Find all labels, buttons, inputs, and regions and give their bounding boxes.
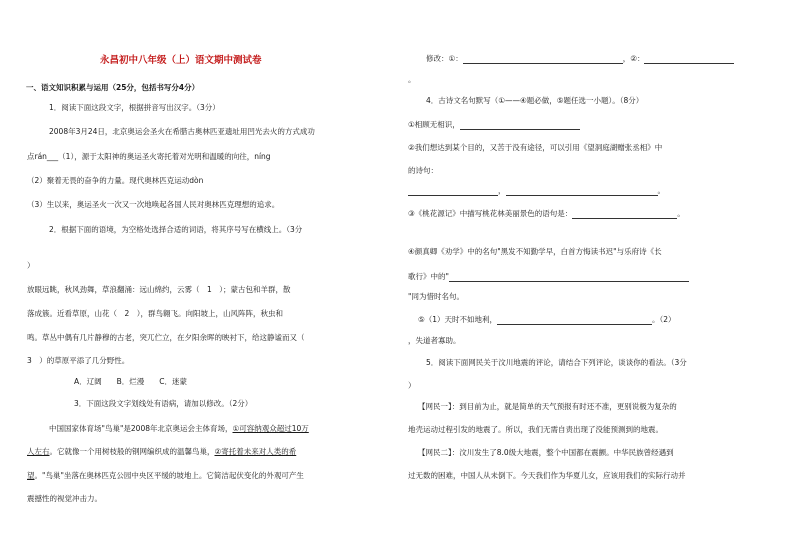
q2-options: A．辽阔 B．烂漫 C．迷蒙 [74, 377, 188, 386]
q4-item-4-blank[interactable] [449, 273, 689, 282]
q3-answer-blank-1[interactable] [463, 55, 623, 64]
q4-item-4: ④颜真卿《劝学》中的名句"黑发不知勤学早，白首方悔读书迟"与乐府诗《长 [408, 247, 662, 256]
q3-underlined-1: ①可容纳观众超过10万 [232, 424, 309, 433]
q2-stem: 2．根据下面的语境，为空格处选择合适的词语，将其序号写在横线上。（3分 [49, 225, 303, 234]
q3-underlined-2-end: 望 [27, 471, 35, 480]
q1-para-line-4: （3）生以来，奥运圣火一次又一次地唤起各国人民对奥林匹克理想的追求。 [27, 200, 280, 209]
q4-item-1 [408, 120, 580, 130]
q1-stem: 1．阅读下面这段文字，根据拼音写出汉字。（3分） [49, 103, 220, 112]
q4-item-2-cont: 的诗句： [408, 166, 438, 175]
q1-para-line-1: 2008年3月24日，北京奥运会圣火在希腊古奥林匹亚遗址用凹光去火的方式成功 [49, 127, 315, 136]
q3-underlined-2: ②寄托着未来对人类的希 [214, 447, 297, 456]
q3-answer-label: 修改：①： [426, 54, 463, 63]
q4-item-1-blank[interactable] [460, 121, 580, 130]
q3-text: 中国国家体育场"鸟巢"是2008年北京奥运会主体育场， [49, 424, 233, 433]
q1-para-line-2: 点rán___（1），源于太阳神的奥运圣火寄托着对光明和温暖的向往，níng [27, 152, 271, 161]
q5-netizen-2-line-1: 【网民二】：汶川发生了8.0级大地震，整个中国都在震颤。中华民族曾经遇到 [418, 448, 674, 457]
q4-item-2-answer [408, 186, 665, 196]
q4-item-4-cont [408, 272, 689, 282]
section-1-heading: 一、语文知识积累与运用（25分，包括书写分4分） [26, 83, 200, 92]
q4-item-2-comma: ， [498, 186, 506, 195]
q3-answer-sep: ，②： [622, 54, 645, 63]
q4-item-2-blank-1[interactable] [408, 187, 498, 196]
q4-item-2-blank-2[interactable] [506, 187, 658, 196]
q3-para-line-1 [49, 424, 309, 434]
q2-stem-close: ） [27, 261, 35, 270]
q3-underlined-1-end: 人左右 [27, 447, 50, 456]
q5-netizen-1-line-2: 地壳运动过程引发的地震了。所以，我们无需自责出现了没能预测到的地震。 [408, 425, 663, 434]
q4-item-5 [418, 315, 676, 325]
q4-item-4-text: 歌行》中的" [408, 272, 449, 281]
q2-para-line-1: 放眼远眺，秋风劲舞，草浪翻涌：远山绵约，云雾（ 1 ）；蒙古包和羊群，散 [27, 285, 291, 294]
q2-para-line-2: 落成簇。近看草原，山花（ 2 ），群鸟翱飞。向阳坡上，山风阵阵，秋虫和 [27, 309, 284, 318]
q4-item-5-tail: ，失道者寡助。 [408, 336, 461, 345]
q4-item-3 [408, 209, 685, 219]
q1-para-line-3: （2）聚着无畏的奋争的力量。现代奥林匹克运动dòn [27, 176, 204, 185]
q4-item-2-period: 。 [657, 186, 665, 195]
q3-answer-line [426, 54, 734, 64]
q2-para-line-4: 3 ）的草原平添了几分野性。 [27, 356, 130, 365]
q3-para-line-2 [27, 447, 296, 457]
q3-text: 。它就像一个用树枝般的钢网编织成的温馨鸟巢， [49, 447, 215, 456]
q5-stem-close: ） [408, 381, 416, 390]
q3-answer-blank-2[interactable] [644, 55, 734, 64]
q4-item-5-sep: 。（2） [652, 315, 676, 324]
q4-item-5-text: ⑤（1）天时不如地利， [418, 315, 497, 324]
q3-answer-end: 。 [408, 75, 416, 84]
q4-item-3-text: ③《桃花源记》中描写桃花林美丽景色的语句是： [408, 209, 573, 218]
q3-para-line-3 [27, 471, 304, 481]
q5-stem: 5．阅读下面网民关于汶川地震的评论，请结合下列评论，谈谈你的看法。（3分 [426, 358, 687, 367]
exam-title: 永昌初中八年级（上）语文期中测试卷 [100, 55, 262, 66]
q3-stem: 3．下面这段文字划线处有语病，请加以修改。（2分） [74, 399, 253, 408]
q4-stem: 4．古诗文名句默写（①——④题必做，⑤题任选一小题）。（8分） [426, 96, 644, 105]
q4-item-4-end: "同为惜时名句。 [408, 292, 464, 301]
q4-item-2: ②我们想达到某个目的，又苦于没有途径，可以引用《望洞庭湖赠张丞相》中 [408, 143, 663, 152]
q4-item-3-blank[interactable] [572, 210, 677, 219]
q5-netizen-1-line-1: 【网民一】：到目前为止，就是简单的天气预报有时还不准，更别说极为复杂的 [418, 402, 677, 411]
q3-para-line-4: 震撼性的视觉冲击力。 [27, 494, 102, 503]
q4-item-5-blank-1[interactable] [497, 316, 652, 325]
q5-netizen-2-line-2: 过无数的困难，中国人从未倒下。今天我们作为华夏儿女，应该用我们的实际行动并 [408, 471, 686, 480]
q4-item-1-text: ①相顾无相识， [408, 120, 460, 129]
q2-para-line-3: 鸣。草丛中偶有几片静穆的古老，突兀伫立，在夕阳余晖的映衬下，给这静谧而又（ [27, 333, 305, 342]
q4-item-5-cont [408, 336, 461, 346]
q4-item-3-period: 。 [677, 209, 685, 218]
q3-text: 。"鸟巢"坐落在奥林匹克公园中央区平缓的坡地上。它简洁起伏变化的外观可产生 [34, 471, 304, 480]
